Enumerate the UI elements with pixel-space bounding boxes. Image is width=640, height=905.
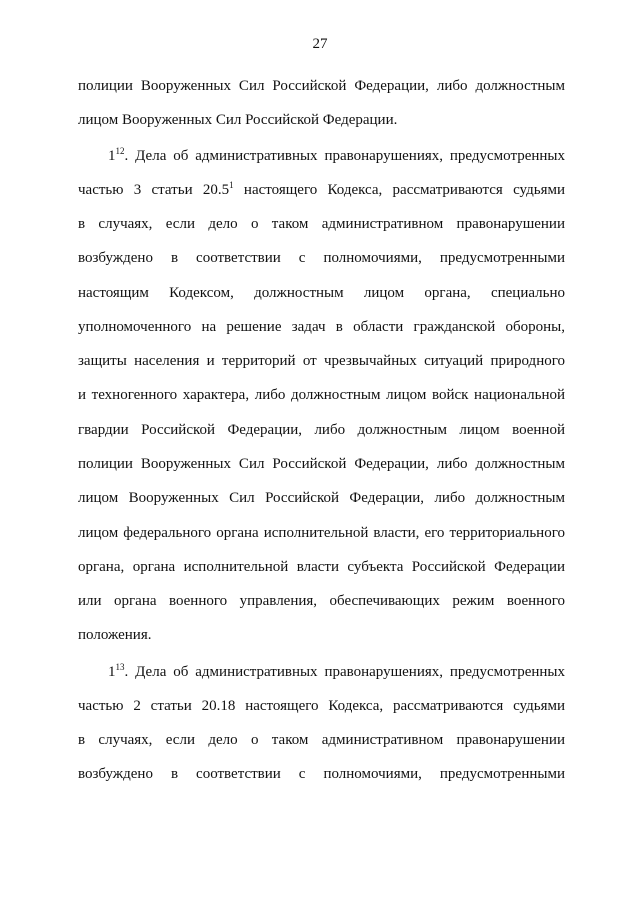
text-line xyxy=(78,316,565,338)
line-prefix: 1 xyxy=(108,148,116,164)
line-text: настоящего Кодекса, рассматриваются судьями xyxy=(233,182,565,198)
line-text: гвардии Российской Федерации, либо должностным лицом военной xyxy=(78,422,565,438)
text-line xyxy=(78,109,565,131)
text-line xyxy=(78,763,565,785)
text-line xyxy=(78,247,565,269)
line-text: и техногенного характера, либо должностным лицом войск национальной xyxy=(78,387,565,403)
line-text: органа, органа исполнительной власти субъекта Российской Федерации xyxy=(78,559,565,575)
text-line xyxy=(78,350,565,372)
line-text: в случаях, если дело о таком административном правонарушении xyxy=(78,732,565,748)
line-text: лицом Вооруженных Сил Российской Федерации. xyxy=(78,112,398,128)
line-text: положения. xyxy=(78,627,152,643)
text-line xyxy=(78,384,565,406)
line-text: частью 2 статьи 20.18 настоящего Кодекса, рассматриваются судьями xyxy=(78,698,565,714)
superscript: 12 xyxy=(115,146,125,156)
text-line xyxy=(78,556,565,578)
text-line xyxy=(78,522,565,544)
text-line xyxy=(108,145,565,167)
page-number: 27 xyxy=(312,36,328,52)
line-text: настоящим Кодексом, должностным лицом органа, специально xyxy=(78,285,565,301)
line-text: полиции Вооруженных Сил Российской Федерации, либо должностным xyxy=(78,456,565,472)
line-prefix: 1 xyxy=(108,664,116,680)
line-text: или органа военного управления, обеспечивающих режим военного xyxy=(78,593,565,609)
line-text: возбуждено в соответствии с полномочиями, предусмотренными xyxy=(78,250,565,266)
line-text: . Дела об административных правонарушениях, предусмотренных xyxy=(124,148,565,164)
superscript: 1 xyxy=(229,180,234,190)
text-line xyxy=(78,75,565,97)
text-line xyxy=(78,213,565,235)
line-text: лицом федерального органа исполнительной власти, его территориального xyxy=(78,525,565,541)
text-line xyxy=(78,179,565,201)
line-text: уполномоченного на решение задач в области гражданской обороны, xyxy=(78,319,565,335)
line-text: в случаях, если дело о таком административном правонарушении xyxy=(78,216,565,232)
text-line xyxy=(78,453,565,475)
text-line xyxy=(78,282,565,304)
text-line xyxy=(78,729,565,751)
text-line xyxy=(78,487,565,509)
text-line xyxy=(108,661,565,683)
text-line xyxy=(78,419,565,441)
superscript: 13 xyxy=(115,662,125,672)
line-text: возбуждено в соответствии с полномочиями, предусмотренными xyxy=(78,766,565,782)
text-line xyxy=(78,695,565,717)
line-prefix: частью 3 статьи 20.5 xyxy=(78,182,230,198)
line-text: защиты населения и территорий от чрезвычайных ситуаций природного xyxy=(78,353,565,369)
line-text: лицом Вооруженных Сил Российской Федерации, либо должностным xyxy=(78,490,565,506)
line-text: . Дела об административных правонарушениях, предусмотренных xyxy=(124,664,565,680)
text-line xyxy=(78,624,565,646)
line-text: полиции Вооруженных Сил Российской Федерации, либо должностным xyxy=(78,78,565,94)
text-line xyxy=(78,590,565,612)
